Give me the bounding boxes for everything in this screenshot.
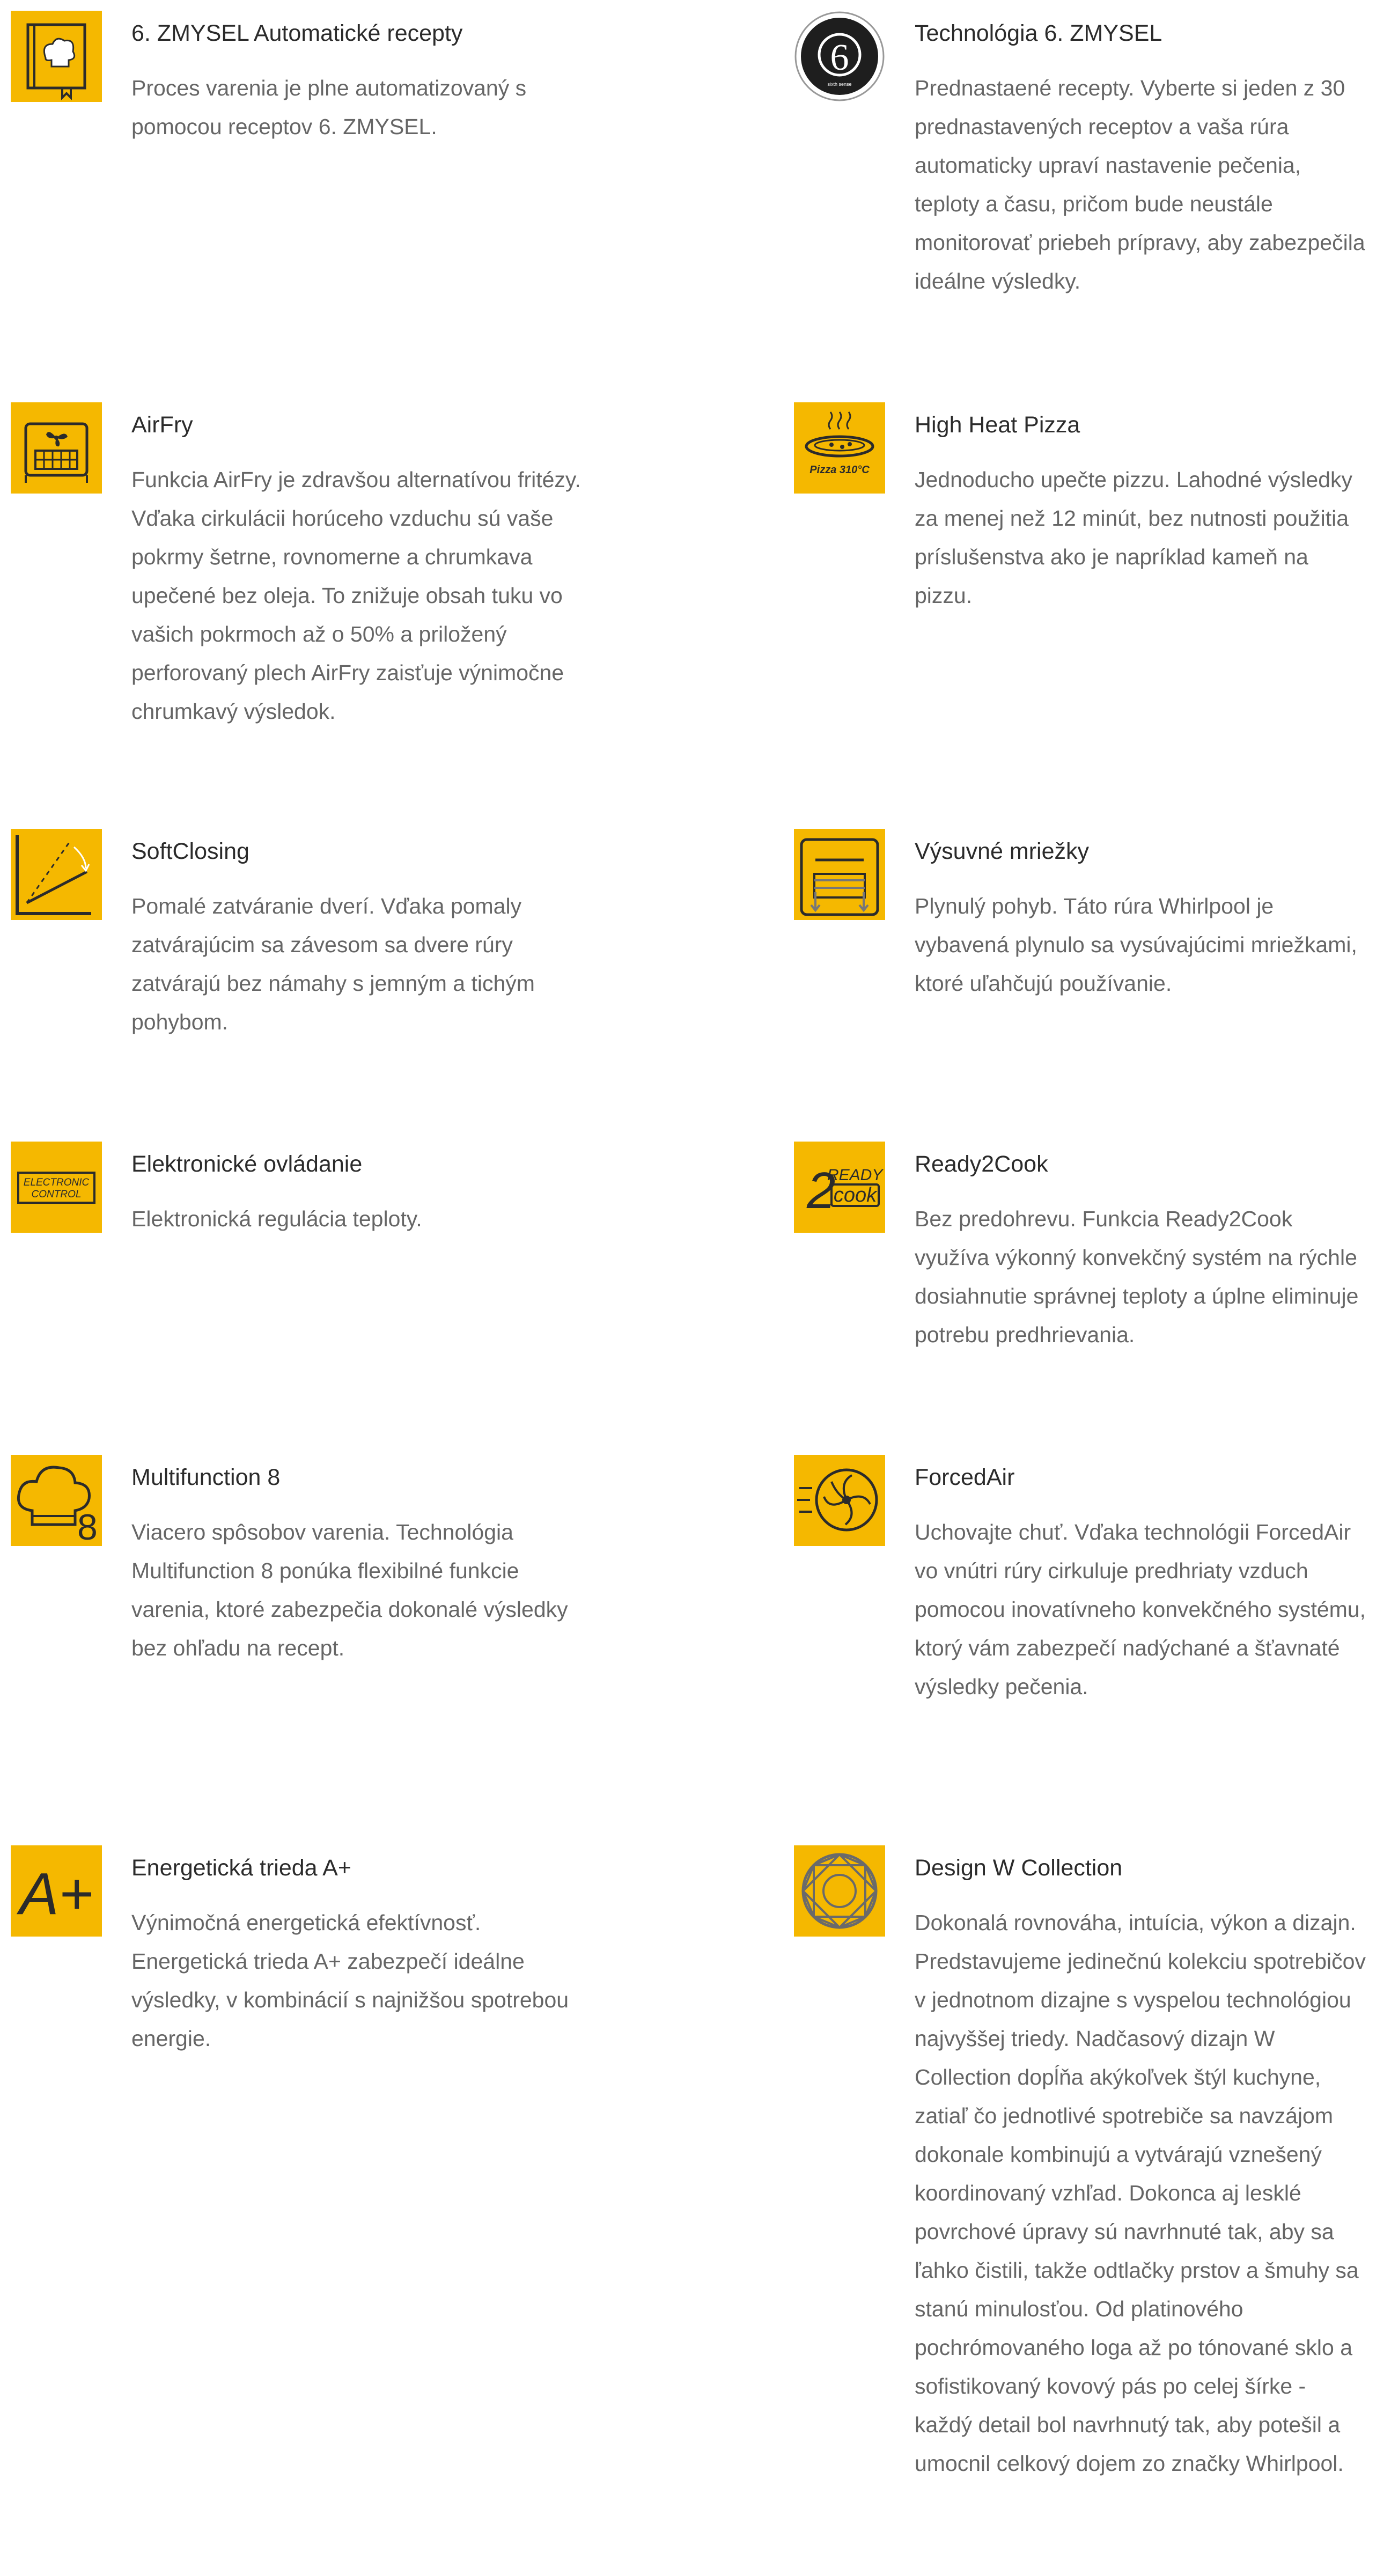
feature-description: Bez predohrevu. Funkcia Ready2Cook využíva výkonný konvekčný systém na rýchle dosiahnutie správnej teploty a úplne eliminuje potrebu predhrievania. (915, 1206, 1359, 1347)
sixth-sense-logo-text: sixth sense (827, 82, 852, 87)
feature-title: Ready2Cook (915, 1151, 1048, 1177)
electronic-control-icon (11, 1142, 102, 1233)
svg-text:6: 6 (830, 37, 849, 78)
feature-title: Elektronické ovládanie (131, 1151, 363, 1177)
feature-description: Elektronická regulácia teploty. (131, 1206, 422, 1231)
ready2cook-cook-label: cook (833, 1184, 877, 1206)
feature-description: Uchovajte chuť. Vďaka technológii ForcedAir vo vnútri rúry cirkuluje predhriaty vzduch pomocou inovatívneho konvekčného systému, ktorý vám zabezpečí nadýchané a šťavnaté výsledky pečenia. (915, 1520, 1366, 1699)
feature-title: Multifunction 8 (131, 1464, 281, 1490)
electronic-control-label: ELECTRONIC CONTROL (23, 1177, 90, 1200)
sliding-racks-icon (794, 829, 885, 920)
feature-title: ForcedAir (915, 1464, 1015, 1490)
feature-description: Plynulý pohyb. Táto rúra Whirlpool je vybavená plynulo sa vysúvajúcimi mriežkami, ktoré uľahčujú používanie. (915, 894, 1357, 996)
soft-closing-door-icon (11, 829, 102, 920)
feature-description: Funkcia AirFry je zdravšou alternatívou fritézy. Vďaka cirkulácii horúceho vzduchu sú vaše pokrmy šetrne, rovnomerne a chrumkava upečené bez oleja. To znižuje obsah tuku vo vašich pokrmoch až o 50% a priložený perforovaný plech AirFry zaisťuje výnimočne chrumkavý výsledok. (131, 467, 581, 724)
feature-description: Viacero spôsobov varenia. Technológia Multifunction 8 ponúka flexibilné funkcie varenia, ktoré zabezpečia dokonalé výsledky bez ohľadu na recept. (131, 1520, 568, 1660)
energy-class-label: A+ (19, 1861, 93, 1927)
feature-title: SoftClosing (131, 838, 249, 864)
feature-description: Výnimočná energetická efektívnosť. Energetická trieda A+ zabezpečí ideálne výsledky, v kombinácií s najnižšou spotrebou energie. (131, 1910, 569, 2051)
feature-title: Design W Collection (915, 1855, 1123, 1881)
sixth-sense-logo-icon (794, 11, 885, 102)
feature-description: Proces varenia je plne automatizovaný s pomocou receptov 6. ZMYSEL. (131, 76, 527, 139)
feature-description: Prednastaené recepty. Vyberte si jeden z 30 prednastavených receptov a vaša rúra automaticky upraví nastavenie pečenia, teploty a času, pričom bude neustále monitorovať priebeh prípravy, aby zabezpečila ideálne výsledky. (915, 76, 1365, 293)
feature-title: 6. ZMYSEL Automatické recepty (131, 20, 463, 46)
ready2cook-icon (794, 1142, 885, 1233)
feature-description: Jednoducho upečte pizzu. Lahodné výsledky za menej než 12 minút, bez nutnosti použitia príslušenstva ako je napríklad kameň na pizzu. (915, 467, 1353, 608)
ready2cook-number: 2 (807, 1162, 836, 1219)
chef-book-icon (11, 11, 102, 102)
forced-air-fan-icon (794, 1455, 885, 1546)
energy-class-icon (11, 1845, 102, 1937)
design-collection-icon (794, 1845, 885, 1937)
pizza-icon (794, 402, 885, 494)
pizza-icon-label: Pizza 310°C (809, 464, 870, 476)
ready2cook-ready-label: READY (827, 1166, 883, 1184)
feature-title: Výsuvné mriežky (915, 838, 1089, 864)
feature-title: High Heat Pizza (915, 412, 1080, 438)
chef-hat-8-icon (11, 1455, 102, 1546)
airfry-basket-icon (11, 402, 102, 494)
feature-title: Energetická trieda A+ (131, 1855, 351, 1881)
feature-description: Dokonalá rovnováha, intuícia, výkon a dizajn. Predstavujeme jedinečnú kolekciu spotrebičov v jednotnom dizajne s vyspelou technológiou najvyššej triedy. Nadčasový dizajn W Collection dopĺňa akýkoľvek štýl kuchyne, zatiaľ čo jednotlivé spotrebiče sa navzájom dokonale kombinujú a vytvárajú vznešený koordinovaný vzhľad. Dokonca aj lesklé povrchové úpravy sú navrhnuté tak, aby sa ľahko čistili, takže odtlačky prstov a šmuhy sa stanú minulosťou. Od platinového pochrómovaného loga až po tónované sklo a sofistikovaný kovový pás po celej šírke - každý detail bol navrhnutý tak, aby potešil a umocnil celkový dojem zo značky Whirlpool. (915, 1910, 1366, 2476)
feature-title: Technológia 6. ZMYSEL (915, 20, 1162, 46)
feature-title: AirFry (131, 412, 193, 438)
multifunction-number: 8 (77, 1507, 98, 1546)
feature-description: Pomalé zatváranie dverí. Vďaka pomaly zatvárajúcim sa závesom sa dvere rúry zatvárajú bez námahy s jemným a tichým pohybom. (131, 894, 535, 1034)
